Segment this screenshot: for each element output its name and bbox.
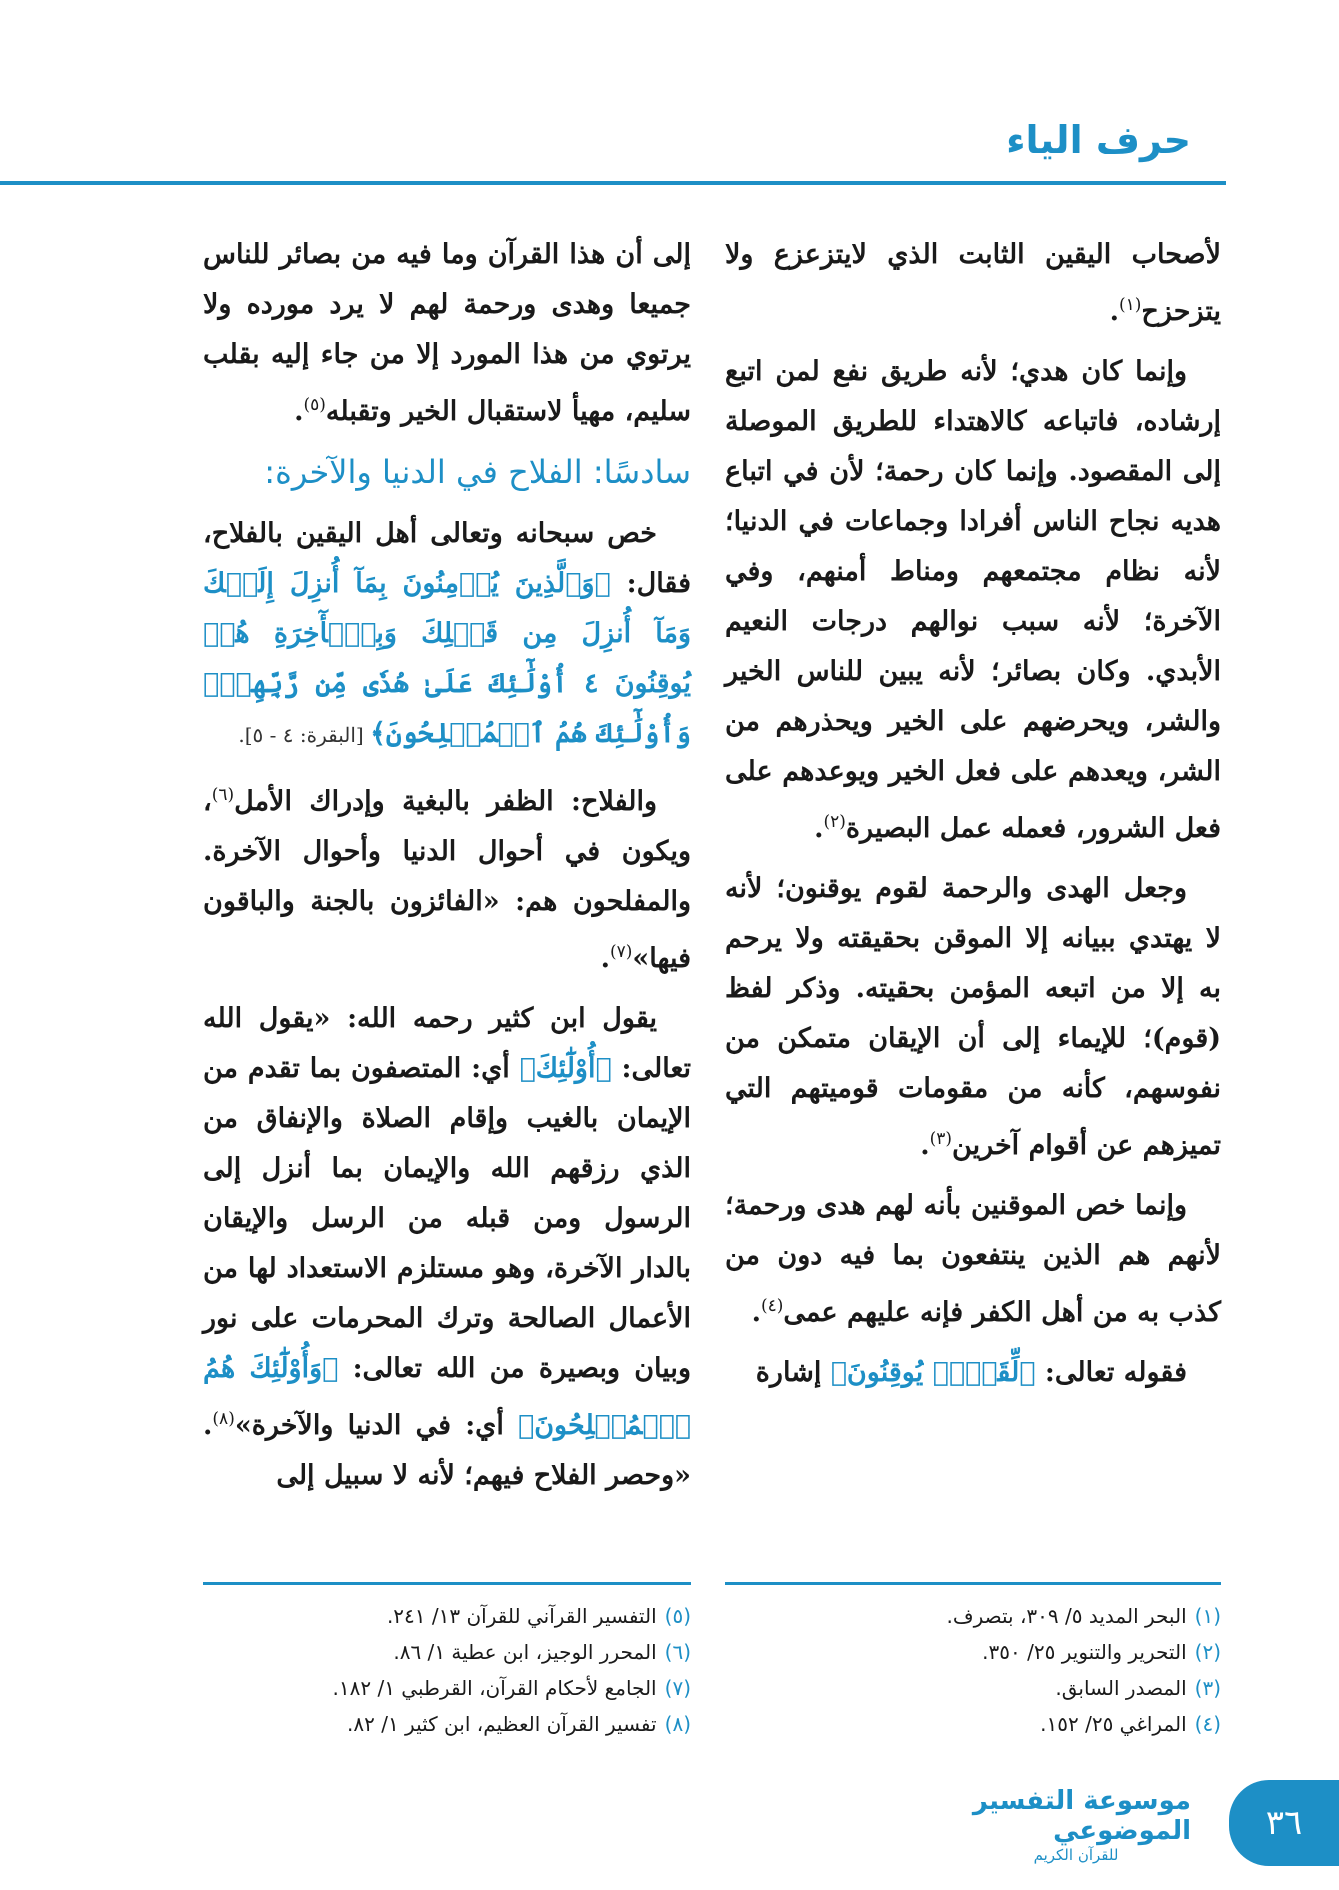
footnote	[725, 1706, 1221, 1742]
footnote	[203, 1670, 691, 1706]
footnote-number: (٥)	[664, 1604, 691, 1628]
quran-reference: [البقرة: ٤ - ٥].	[238, 723, 371, 747]
section-heading: سادسًا: الفلاح في الدنيا والآخرة:	[264, 453, 691, 491]
quran-quote: ﴿أُوْلَٰٓئِكَ﴾	[519, 1053, 612, 1084]
footnote-number: (١)	[1194, 1604, 1221, 1628]
paragraph-text: إلى أن هذا القرآن وما فيه من بصائر للناس جميعا وهدى ورحمة لهم لا يرد مورده ولا يرتوي من هذا المورد إلا من جاء إليه بقلب سليم، مهيأ لاستقبال الخير وتقبله	[203, 239, 691, 427]
paragraph-text: وإنما كان هدي؛ لأنه طريق نفع لمن اتبع إرشاده، فاتباعه كالاهتداء للطريق الموصلة إلى المقصود. وإنما كان رحمة؛ لأن في اتباع هديه نجاح الناس أفرادا وجماعات في الدنيا؛ لأنه نظام مجتمعهم ومناط أمنهم، وفي الآخرة؛ لأنه سبب نوالهم درجات النعيم الأبدي. وكان بصائر؛ لأنه يبين للناس الخير والشر، ويحرضهم على الخير ويحذرهم من الشر، ويعدهم على فعل الخير ويوعدهم على فعل الشرور، فعمله عمل البصيرة	[725, 356, 1221, 844]
footnote-text: المحرر الوجيز، ابن عطية ١/ ٨٦.	[393, 1640, 657, 1664]
footnote	[725, 1670, 1221, 1706]
footnote-text: البحر المديد ٥/ ٣٠٩، بتصرف.	[946, 1604, 1187, 1628]
footnote-text: المصدر السابق.	[1055, 1676, 1187, 1700]
footnote	[203, 1598, 691, 1634]
paragraph-text: وإنما خص الموقنين بأنه لهم هدى ورحمة؛ لأنهم هم الذين ينتفعون بما فيه دون من كذب به من أهل الكفر فإنه عليهم عمى	[725, 1190, 1221, 1328]
paragraph-text: والفلاح: الظفر بالبغية وإدراك الأمل	[234, 786, 657, 817]
footnote-text: المراغي ٢٥/ ١٥٢.	[1040, 1712, 1187, 1736]
footnote-text: التحرير والتنوير ٢٥/ ٣٥٠.	[982, 1640, 1187, 1664]
footnote-text: تفسير القرآن العظيم، ابن كثير ١/ ٨٢.	[347, 1712, 657, 1736]
footnote-ref[interactable]: (٦)	[211, 785, 235, 805]
footnote-ref[interactable]: (٧)	[609, 942, 633, 962]
logo-title: موسوعة التفسير الموضوعي	[972, 1786, 1191, 1846]
paragraph	[725, 1348, 1221, 1398]
header-divider	[0, 181, 1226, 185]
footnote	[725, 1634, 1221, 1670]
footnote	[725, 1598, 1221, 1634]
right-column	[725, 230, 1221, 1408]
paragraph-text: لأصحاب اليقين الثابت الذي لايتزعزع ولا يتزحزح	[725, 239, 1221, 327]
paragraph-text: يقول ابن كثير رحمه الله: «يقول الله تعالى:	[203, 1003, 691, 1084]
paragraph-text: أي: المتصفون بما تقدم من الإيمان بالغيب وإقام الصلاة والإنفاق من الذي رزقهم الله والإيمان بما أنزل إلى الرسول ومن قبله من الرسل والإيقان بالدار الآخرة، وهو مستلزم الاستعداد لها من الأعمال الصالحة وترك المحرمات على نور وبيان وبصيرة من الله تعالى:	[203, 1053, 691, 1384]
paragraph: والفلاح: الظفر بالبغية وإدراك الأمل$^{(٦)}$، ويكون في أحوال الدنيا وأحوال الآخرة. والمفلحون هم: «الفائزون بالجنة والباقون فيها»$^{(٧)}$.	[203, 785, 691, 974]
footnote	[203, 1634, 691, 1670]
footnote-number: (٨)	[664, 1712, 691, 1736]
footnote-ref[interactable]: (٤)	[760, 1296, 784, 1316]
paragraph: وجعل الهدى والرحمة لقوم يوقنون؛ لأنه لا يهتدي ببيانه إلا الموقن بحقيقته ولا يرحم به إلا من اتبعه المؤمن بحقيته. وذكر لفظ (قوم)؛ للإيماء إلى أن الإيقان متمكن من نفوسهم، كأنه من مقومات قوميتهم التي تميزهم عن أقوام آخرين$^{(٣)}$.	[725, 873, 1221, 1161]
footnote-ref[interactable]: (٨)	[212, 1409, 235, 1429]
paragraph: وإنما خص الموقنين بأنه لهم هدى ورحمة؛ لأنهم هم الذين ينتفعون بما فيه دون من كذب به من أهل الكفر فإنه عليهم عمى$^{(٤)}$.	[725, 1190, 1221, 1328]
paragraph	[203, 994, 691, 1501]
footnote-ref[interactable]: (٢)	[823, 812, 846, 832]
paragraph-text: خص سبحانه وتعالى أهل اليقين بالفلاح، فقال:	[203, 518, 691, 599]
footnote-ref[interactable]: (٥)	[303, 395, 326, 415]
paragraph: لأصحاب اليقين الثابت الذي لايتزعزع ولا يتزحزح$^{(١)}$.	[725, 239, 1221, 327]
footnote-ref[interactable]: (٣)	[929, 1129, 953, 1149]
footnote-number: (٧)	[664, 1676, 691, 1700]
footnote-divider	[203, 1582, 691, 1585]
page-header-title: حرف الياء	[1006, 118, 1191, 162]
encyclopedia-logo	[961, 1786, 1191, 1864]
footnote-text: الجامع لأحكام القرآن، القرطبي ١/ ١٨٢.	[332, 1676, 657, 1700]
paragraph-text: وجعل الهدى والرحمة لقوم يوقنون؛ لأنه لا يهتدي ببيانه إلا الموقن بحقيقته ولا يرحم به إلا من اتبعه المؤمن بحقيته. وذكر لفظ (قوم)؛ للإيماء إلى أن الإيقان متمكن من نفوسهم، كأنه من مقومات قوميتهم التي تميزهم عن أقوام آخرين	[725, 873, 1221, 1161]
paragraph: وإنما كان هدي؛ لأنه طريق نفع لمن اتبع إرشاده، فاتباعه كالاهتداء للطريق الموصلة إلى المقصود. وإنما كان رحمة؛ لأن في اتباع هديه نجاح الناس أفرادا وجماعات في الدنيا؛ لأنه نظام مجتمعهم ومناط أمنهم، وفي الآخرة؛ لأنه سبب نوالهم درجات النعيم الأبدي. وكان بصائر؛ لأنه يبين للناس الخير والشر، ويحرضهم على الخير ويحذرهم من الشر، ويعدهم على فعل الخير ويوعدهم على فعل الشرور، فعمله عمل البصيرة$^{(٢)}$.	[725, 356, 1221, 844]
footnote-number: (٦)	[664, 1640, 691, 1664]
paragraph-text: ، ويكون في أحوال الدنيا وأحوال الآخرة. والمفلحون هم: «الفائزون بالجنة والباقون فيها»	[203, 786, 691, 974]
paragraph-text: فقوله تعالى:	[1035, 1357, 1187, 1388]
footnotes-right	[725, 1598, 1221, 1742]
page-number: ٣٦	[1229, 1780, 1339, 1866]
left-column	[203, 230, 691, 1511]
footnote-divider	[725, 1582, 1221, 1585]
footnote-number: (٣)	[1194, 1676, 1221, 1700]
quran-quote: ﴿وَٱلَّذِينَ يُؤۡمِنُونَ بِمَآ أُنزِلَ إِلَيۡكَ وَمَآ أُنزِلَ مِن قَبۡلِكَ وَبِٱلۡأٓخِرَةِ هُمۡ يُوقِنُونَ ٤ أُوْلَٰٓئِكَ عَلَىٰ هُدٗى مِّن رَّبِّهِمۡۖ وَأُوْلَٰٓئِكَ هُمُ ٱلۡمُفۡلِحُونَ﴾	[203, 568, 691, 749]
paragraph-text: إشارة	[755, 1357, 831, 1388]
quran-quote: ﴿لِّقَوۡمٖ يُوقِنُونَ﴾	[830, 1357, 1036, 1388]
footnote	[203, 1706, 691, 1742]
footnote-number: (٢)	[1194, 1640, 1221, 1664]
footnotes-left	[203, 1598, 691, 1742]
logo-subtitle: للقرآن الكريم	[1033, 1846, 1119, 1864]
paragraph-text: أي: في الدنيا والآخرة»	[234, 1410, 519, 1441]
paragraph	[203, 509, 691, 760]
footnote-number: (٤)	[1194, 1712, 1221, 1736]
footnote-text: التفسير القرآني للقرآن ١٣/ ٢٤١.	[386, 1604, 657, 1628]
paragraph-text: . «وحصر الفلاح فيهم؛ لأنه لا سبيل إلى	[203, 1410, 691, 1491]
paragraph: إلى أن هذا القرآن وما فيه من بصائر للناس جميعا وهدى ورحمة لهم لا يرد مورده ولا يرتوي من هذا المورد إلا من جاء إليه بقلب سليم، مهيأ لاستقبال الخير وتقبله$^{(٥)}$.	[203, 239, 691, 427]
footnote-ref[interactable]: (١)	[1119, 295, 1142, 315]
quran-quote: ﴿وَأُوْلَٰٓئِكَ هُمُ ٱلۡمُفۡلِحُونَ﴾	[203, 1353, 691, 1441]
